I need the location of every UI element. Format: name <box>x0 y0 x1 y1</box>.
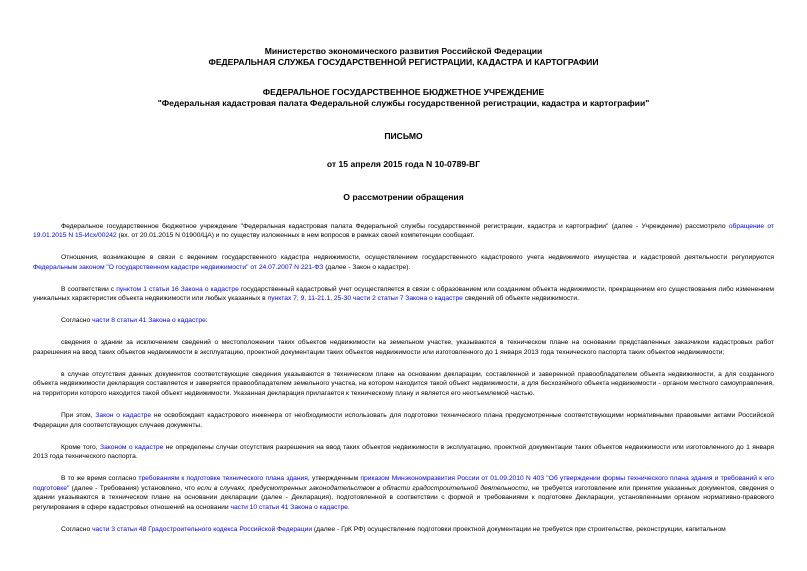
document-subject: О рассмотрении обращения <box>343 192 464 202</box>
link-tech-plan-requirements[interactable]: требованиям к подготовке технического плана здания <box>138 475 308 483</box>
link-article-16[interactable]: пунктом 1 статьи 16 Закона о кадастре <box>116 285 239 293</box>
paragraph-9 <box>33 474 774 512</box>
ministry-title: Министерство экономического развития Российской Федерации <box>264 46 543 56</box>
document-date-number: от 15 апреля 2015 года N 10-0789-ВГ <box>326 158 481 169</box>
paragraph-5 <box>33 338 774 357</box>
paragraph-text: При этом, <box>61 412 96 420</box>
link-appeal[interactable]: обращение от 19.01.2015 N 15-Исх/00242 <box>33 222 774 240</box>
paragraph-text: сведения о здании за исключением сведений о местоположении таких объектов недвижимости на земельном участке, указываются в техническом плане на основании представленных заказчиком кадастровых работ разрешения на ввод таких объектов недвижимости в эксплуатацию, проектной документации таких объектов недвижимости или изготовленного до 1 января 2013 года технического паспорта таких объектов недвижимости; <box>33 339 774 356</box>
link-article-41-part-8[interactable]: части 8 статьи 41 Закона о кадастре <box>92 317 206 325</box>
paragraph-text: государственный кадастровый учет осуществляется в связи с образованием или созданием объекта недвижимости, прекращением его существования либо изменением уникальных характеристик объекта недвижимости или любых указанных в <box>33 285 774 303</box>
paragraph-4 <box>33 316 774 326</box>
link-article-7-points[interactable]: пунктах 7, 9, 11-21.1, 25-30 части 2 статьи 7 Закона о кадастре <box>267 295 463 303</box>
paragraph-italic-text: если в случаях, предусмотренных законодательством в области градостроительной деятельности <box>197 484 528 492</box>
paragraph-6 <box>33 370 774 399</box>
link-cadastre-law-2[interactable]: Законом о кадастре <box>100 443 164 451</box>
paragraph-text: Кроме того, <box>61 443 101 451</box>
paragraph-text: . <box>347 503 350 511</box>
link-order-403[interactable]: приказом Минэкономразвития России от 01.09.2010 N 403 "Об утверждении формы технического плана здания и требований к его подготовке" <box>33 475 774 492</box>
paragraph-text: В соответствии с <box>61 285 117 293</box>
service-title: ФЕДЕРАЛЬНАЯ СЛУЖБА ГОСУДАРСТВЕННОЙ РЕГИСТРАЦИИ, КАДАСТРА И КАРТОГРАФИИ <box>208 56 599 67</box>
paragraph-2 <box>33 253 774 272</box>
paragraph-text: Федеральное государственное бюджетное учреждение "Федеральная кадастровая палата Федеральной службы государственной регистрации, кадастра и картографии" (далее - Учреждение) рассмотрело <box>61 222 729 230</box>
paragraph-text: не освобождает кадастрового инженера от необходимости использовать для подготовки технического плана предусмотренные соответствующими нормативными правовыми актами Российской Федерации для соответствующих случаев документы. <box>33 412 774 429</box>
paragraph-text: сведений об объекте недвижимости. <box>462 295 579 303</box>
paragraph-text: (далее - Закон о кадастре). <box>323 263 411 271</box>
paragraph-text: Отношения, возникающие в связи с ведением государственного кадастра недвижимости, осуществлением государственного кадастрового учета недвижимого имущества и кадастровой деятельности регулируются <box>61 254 774 262</box>
link-article-41-part-10[interactable]: части 10 статьи 41 Закона о кадастре <box>230 503 348 511</box>
link-federal-law[interactable]: Федеральным законом "О государственном кадастре недвижимости" от 24.07.2007 N 221-ФЗ <box>33 263 324 271</box>
document-body <box>33 203 774 535</box>
paragraph-text: Согласно <box>61 525 93 533</box>
paragraph-8 <box>33 443 774 462</box>
paragraph-text: В то же время согласно <box>61 475 139 483</box>
paragraph-1 <box>33 222 774 241</box>
paragraph-3 <box>33 285 774 304</box>
paragraph-text: , не требуется изготовление или принятие указанных документов, сведения о здании указываются в техническом плане на основании декларации (далее - Декларация), подготовленной в соответствии с формой и требованиями к подготовке Декларации, установленными органом нормативно-правового регулирования в сфере кадастровых отношений на основании <box>33 484 774 511</box>
paragraph-text: (далее - Требования) установлено, что <box>69 484 198 492</box>
paragraph-7 <box>33 411 774 430</box>
paragraph-10 <box>33 525 774 535</box>
document-type: ПИСЬМО <box>384 131 423 141</box>
paragraph-text: , утвержденным <box>307 475 361 483</box>
paragraph-text: (вх. от 20.01.2015 N 01900/ЦА) и по существу изложенных в нем вопросов в рамках своей компетенции сообщает. <box>116 232 475 240</box>
paragraph-text: (далее - ГрК РФ) осуществление подготовки проектной документации не требуется при строительстве, реконструкции, капитальном <box>312 525 726 533</box>
paragraph-text: Согласно <box>61 317 93 325</box>
link-cadastre-law[interactable]: Закон о кадастре <box>95 412 152 420</box>
link-grk-article-48[interactable]: части 3 статьи 48 Градостроительного кодекса Российской Федерации <box>92 525 313 533</box>
paragraph-text: : <box>205 317 208 325</box>
institution-title: ФЕДЕРАЛЬНОЕ ГОСУДАРСТВЕННОЕ БЮДЖЕТНОЕ УЧРЕЖДЕНИЕ <box>262 87 545 97</box>
paragraph-text: в случае отсутствия данных документов соответствующие сведения указываются в техническом плане на основании декларации, составленной и заверенной правообладателем объекта недвижимости, а для созданного объекта недвижимости декларация составляется и заверяется правообладателем земельного участка, на котором находится такой объект недвижимости, а для бесхозяйного объекта недвижимости - органом местного самоуправления, на территории которого находится такой объект недвижимости. Указанная декларация прилагается к техническому плану и является его неотъемлемой частью. <box>33 370 774 398</box>
paragraph-text: не определены случаи отсутствия разрешения на ввод таких объектов недвижимости в эксплуатацию, проектной документации таких объектов недвижимости или изготовленного до 1 января 2013 года технического паспорта. <box>33 443 774 461</box>
institution-name: "Федеральная кадастровая палата Федеральной службы государственной регистрации, кадастра и картографии" <box>157 97 650 108</box>
